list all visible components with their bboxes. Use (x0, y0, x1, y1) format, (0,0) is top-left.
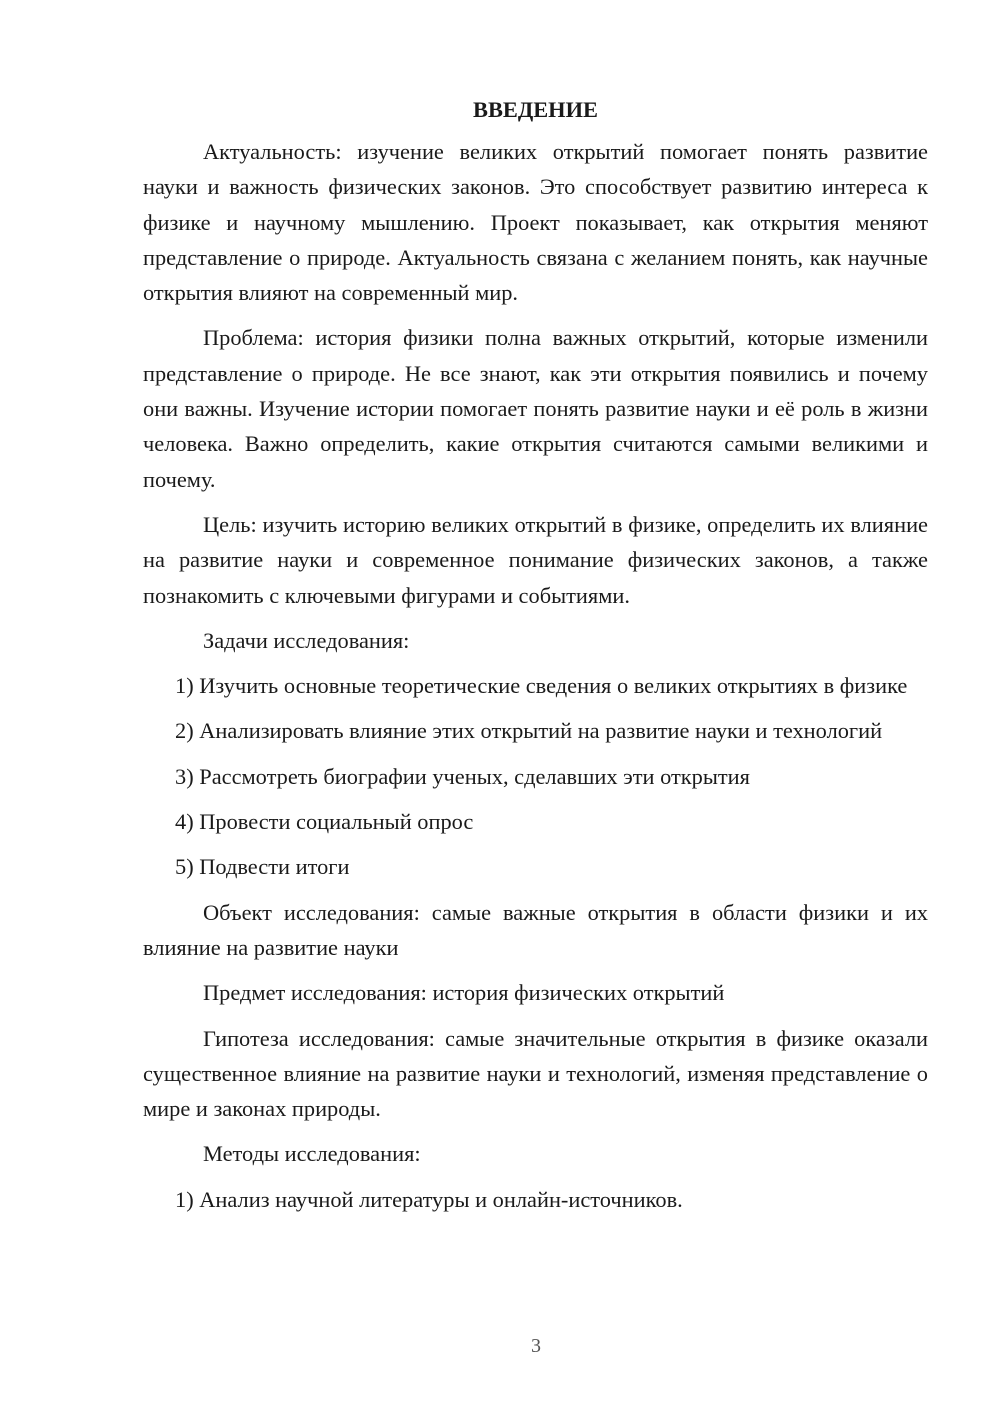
page-title: ВВЕДЕНИЕ (473, 97, 598, 122)
task-item-4: 4) Провести социальный опрос (175, 809, 474, 835)
goal-paragraph: Цель: изучить историю великих открытий в физике, определить их влияние на развитие науки и современное понимание физических законов, а также познакомить с ключевыми фигурами и событиями. (143, 511, 928, 608)
task-item-2: 2) Анализировать влияние этих открытий на развитие науки и технологий (175, 718, 883, 744)
hypothesis-paragraph: Гипотеза исследования: самые значительные открытия в физике оказали существенное влияние на развитие науки и технологий, изменяя представление о мире и законах природы. (143, 1025, 928, 1122)
subject-paragraph: Предмет исследования: история физических открытий (203, 980, 725, 1006)
methods-heading: Методы исследования: (203, 1141, 421, 1167)
page-content (143, 96, 928, 1227)
task-item-5: 5) Подвести итоги (175, 854, 350, 880)
tasks-heading: Задачи исследования: (203, 627, 410, 653)
task-item-1: 1) Изучить основные теоретические сведения о великих открытиях в физике (175, 673, 908, 699)
page-number: 3 (531, 1335, 541, 1357)
method-item-1: 1) Анализ научной литературы и онлайн-источников. (175, 1186, 683, 1212)
object-paragraph: Объект исследования: самые важные открытия в области физики и их влияние на развитие науки (143, 899, 928, 960)
problem-paragraph: Проблема: история физики полна важных открытий, которые изменили представление о природе. Не все знают, как эти открытия появились и почему они важны. Изучение истории помогает понять развитие науки и её роль в жизни человека. Важно определить, какие открытия считаются самыми великими и почему. (143, 325, 928, 492)
relevance-paragraph: Актуальность: изучение великих открытий помогает понять развитие науки и важность физических законов. Это способствует развитию интереса к физике и научному мышлению. Проект показывает, как открытия меняют представление о природе. Актуальность связана с желанием понять, как научные открытия влияют на современный мир. (143, 139, 928, 306)
task-item-3: 3) Рассмотреть биографии ученых, сделавших эти открытия (175, 763, 750, 789)
